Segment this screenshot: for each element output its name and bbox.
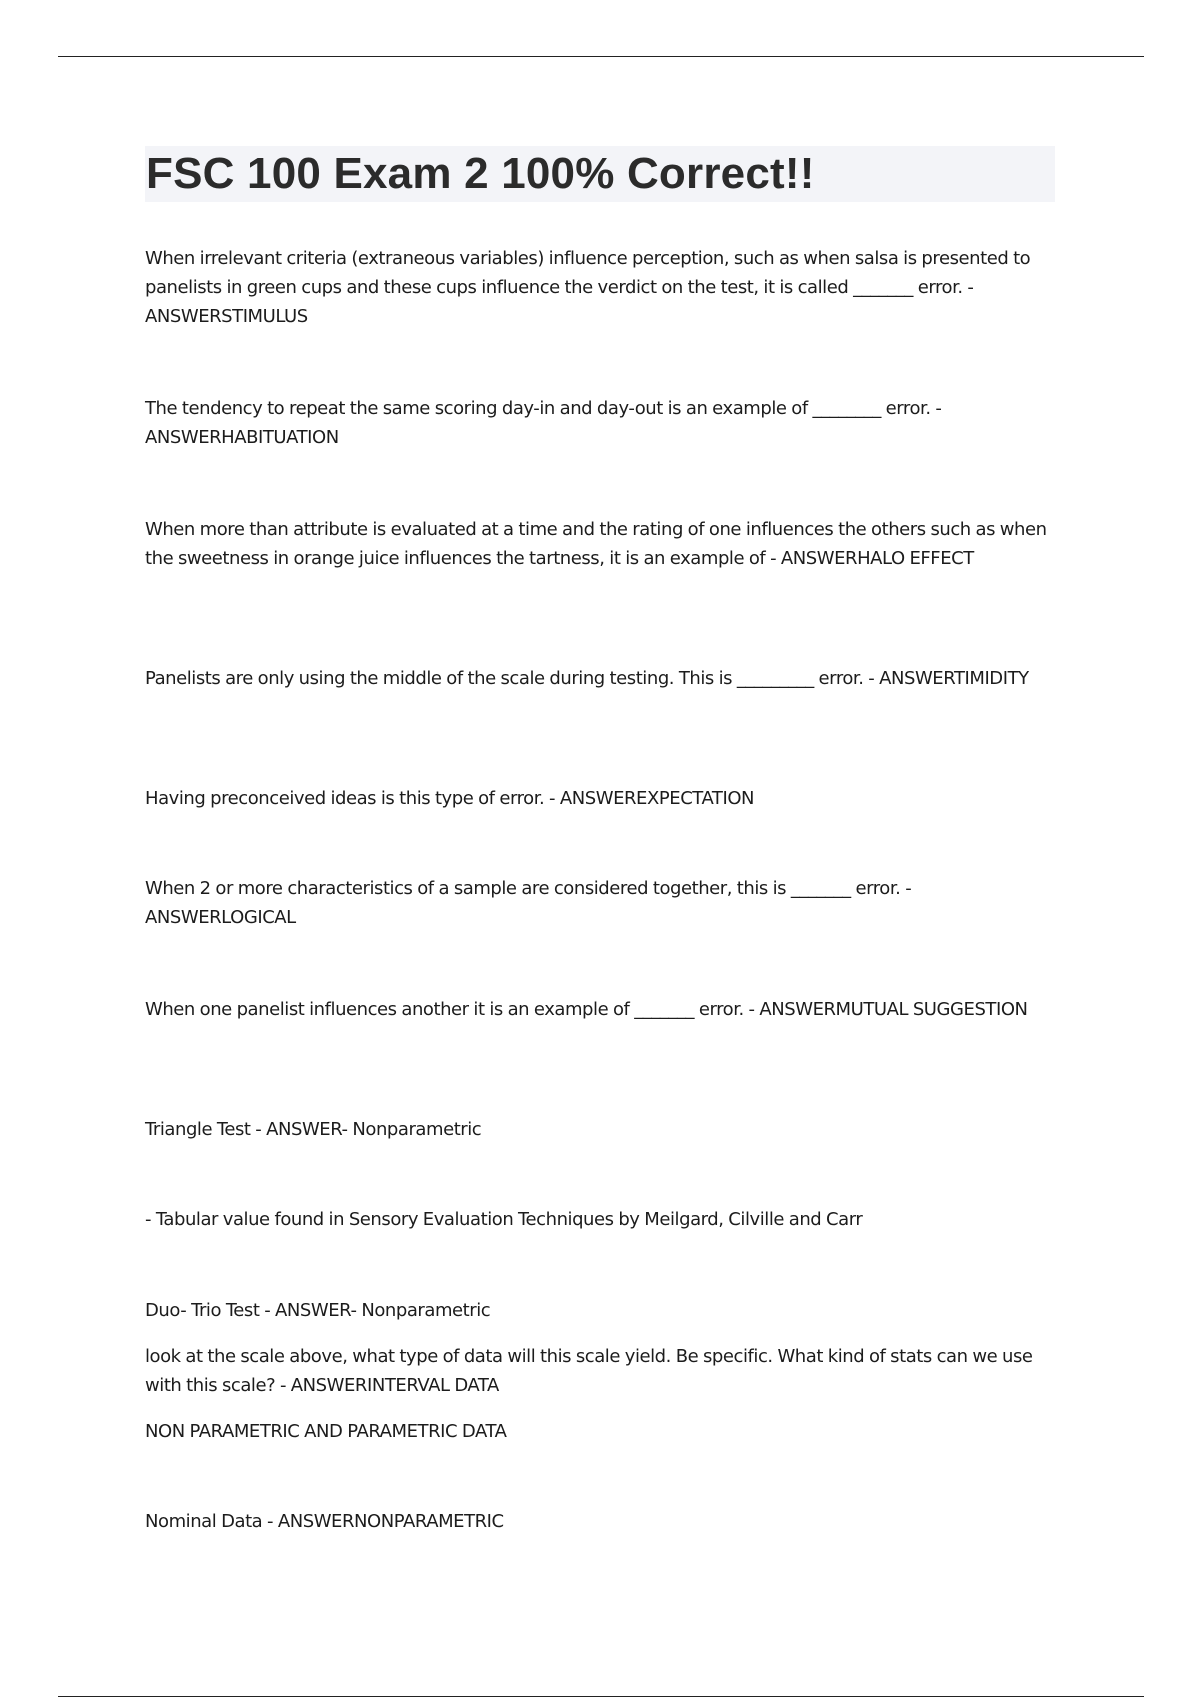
qa-item-triangle-test: Triangle Test - ANSWER- Nonparametric [145, 1119, 482, 1140]
qa-item-habituation: The tendency to repeat the same scoring day-in and day-out is an example of ________ error. - ANSWERHABITUATION [145, 398, 942, 448]
document-title: FSC 100 Exam 2 100% Correct!! [146, 149, 815, 198]
qa-item-mutual-suggestion: When one panelist influences another it is an example of _______ error. - ANSWERMUTUAL SUGGESTION [145, 999, 1028, 1020]
qa-item-stimulus: When irrelevant criteria (extraneous variables) influence perception, such as when salsa is presented to panelists in green cups and these cups influence the verdict on the test, it is called _______ error. - ANSWERSTIMULUS [145, 248, 1031, 327]
qa-item-duo-trio-test: Duo- Trio Test - ANSWER- Nonparametric [145, 1300, 491, 1321]
top-rule [58, 56, 1144, 57]
qa-item-timidity: Panelists are only using the middle of the scale during testing. This is _________ error. - ANSWERTIMIDITY [145, 668, 1029, 689]
qa-item-scale-answer-continued: NON PARAMETRIC AND PARAMETRIC DATA [145, 1421, 507, 1442]
qa-item-scale-question: look at the scale above, what type of data will this scale yield. Be specific. What kind of stats can we use with this scale? - ANSWERINTERVAL DATA [145, 1346, 1033, 1396]
title-block [145, 146, 1055, 202]
qa-item-expectation: Having preconceived ideas is this type of error. - ANSWEREXPECTATION [145, 788, 755, 809]
qa-item-halo-effect: When more than attribute is evaluated at a time and the rating of one influences the others such as when the sweetness in orange juice influences the tartness, it is an example of - ANSWERHALO EFFECT [145, 519, 1047, 569]
bottom-rule [58, 1696, 1144, 1697]
qa-item-logical: When 2 or more characteristics of a sample are considered together, this is _______ error. - ANSWERLOGICAL [145, 878, 912, 928]
qa-item-nominal-data: Nominal Data - ANSWERNONPARAMETRIC [145, 1511, 504, 1532]
qa-item-tabular-value: - Tabular value found in Sensory Evaluation Techniques by Meilgard, Cilville and Carr [145, 1209, 863, 1230]
